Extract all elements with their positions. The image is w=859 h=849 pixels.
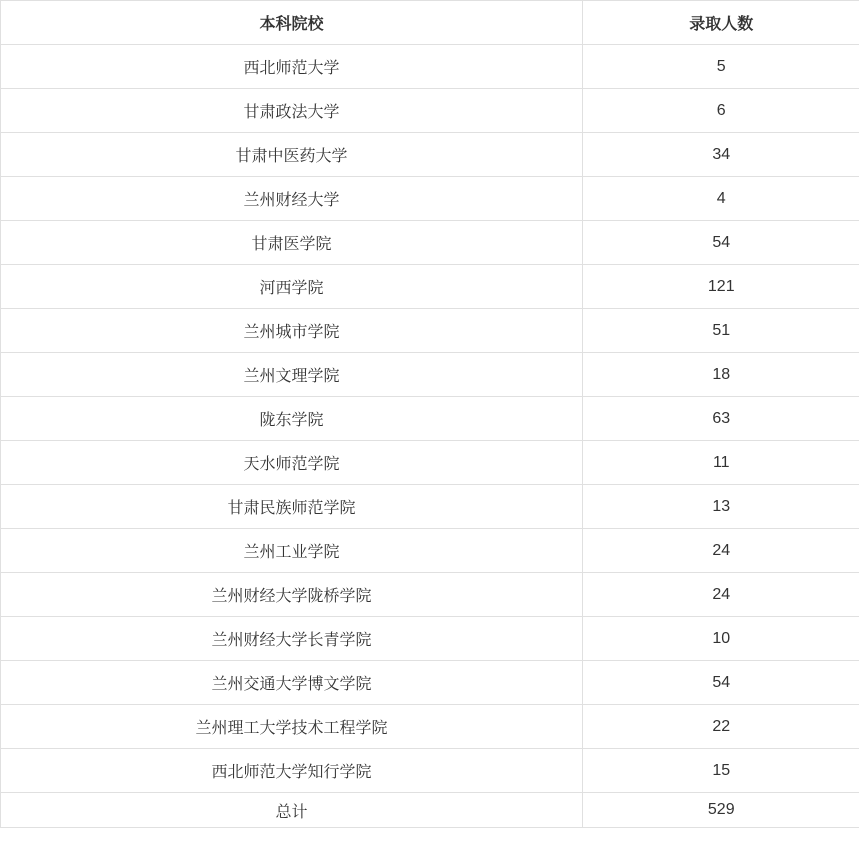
school-cell: 西北师范大学	[1, 45, 583, 89]
school-cell: 天水师范学院	[1, 441, 583, 485]
table-row	[1, 89, 859, 133]
table-row	[1, 221, 859, 265]
header-count-column: 录取人数	[583, 1, 859, 45]
school-cell: 西北师范大学知行学院	[1, 749, 583, 793]
school-cell: 河西学院	[1, 265, 583, 309]
school-cell: 兰州城市学院	[1, 309, 583, 353]
school-cell: 兰州财经大学陇桥学院	[1, 573, 583, 617]
school-cell: 兰州工业学院	[1, 529, 583, 573]
table-row	[1, 617, 859, 661]
school-cell: 兰州交通大学博文学院	[1, 661, 583, 705]
table-row	[1, 573, 859, 617]
school-cell: 兰州文理学院	[1, 353, 583, 397]
school-cell: 兰州财经大学	[1, 177, 583, 221]
table-row	[1, 353, 859, 397]
count-cell: 54	[583, 221, 859, 265]
table-row	[1, 705, 859, 749]
count-cell: 18	[583, 353, 859, 397]
count-cell: 54	[583, 661, 859, 705]
table-row	[1, 133, 859, 177]
count-cell: 11	[583, 441, 859, 485]
count-cell: 51	[583, 309, 859, 353]
count-cell: 13	[583, 485, 859, 529]
count-cell: 121	[583, 265, 859, 309]
count-cell: 529	[583, 793, 859, 828]
table-header	[1, 1, 859, 45]
count-cell: 6	[583, 89, 859, 133]
count-cell: 15	[583, 749, 859, 793]
count-cell: 4	[583, 177, 859, 221]
table-row	[1, 177, 859, 221]
count-cell: 5	[583, 45, 859, 89]
table-row	[1, 661, 859, 705]
school-cell: 兰州理工大学技术工程学院	[1, 705, 583, 749]
count-cell: 63	[583, 397, 859, 441]
table-total-row	[1, 793, 859, 828]
header-school-column: 本科院校	[1, 1, 583, 45]
count-cell: 10	[583, 617, 859, 661]
table-row	[1, 441, 859, 485]
count-cell: 24	[583, 573, 859, 617]
header-row	[1, 1, 859, 45]
table-row	[1, 529, 859, 573]
school-cell: 甘肃民族师范学院	[1, 485, 583, 529]
school-cell: 甘肃医学院	[1, 221, 583, 265]
school-cell: 兰州财经大学长青学院	[1, 617, 583, 661]
school-cell: 总计	[1, 793, 583, 828]
table-body	[1, 45, 859, 828]
table-row	[1, 309, 859, 353]
table-row	[1, 265, 859, 309]
count-cell: 34	[583, 133, 859, 177]
table-row	[1, 397, 859, 441]
table-row	[1, 749, 859, 793]
count-cell: 22	[583, 705, 859, 749]
school-cell: 陇东学院	[1, 397, 583, 441]
school-cell: 甘肃政法大学	[1, 89, 583, 133]
table-row	[1, 485, 859, 529]
count-cell: 24	[583, 529, 859, 573]
table-row	[1, 45, 859, 89]
school-cell: 甘肃中医药大学	[1, 133, 583, 177]
